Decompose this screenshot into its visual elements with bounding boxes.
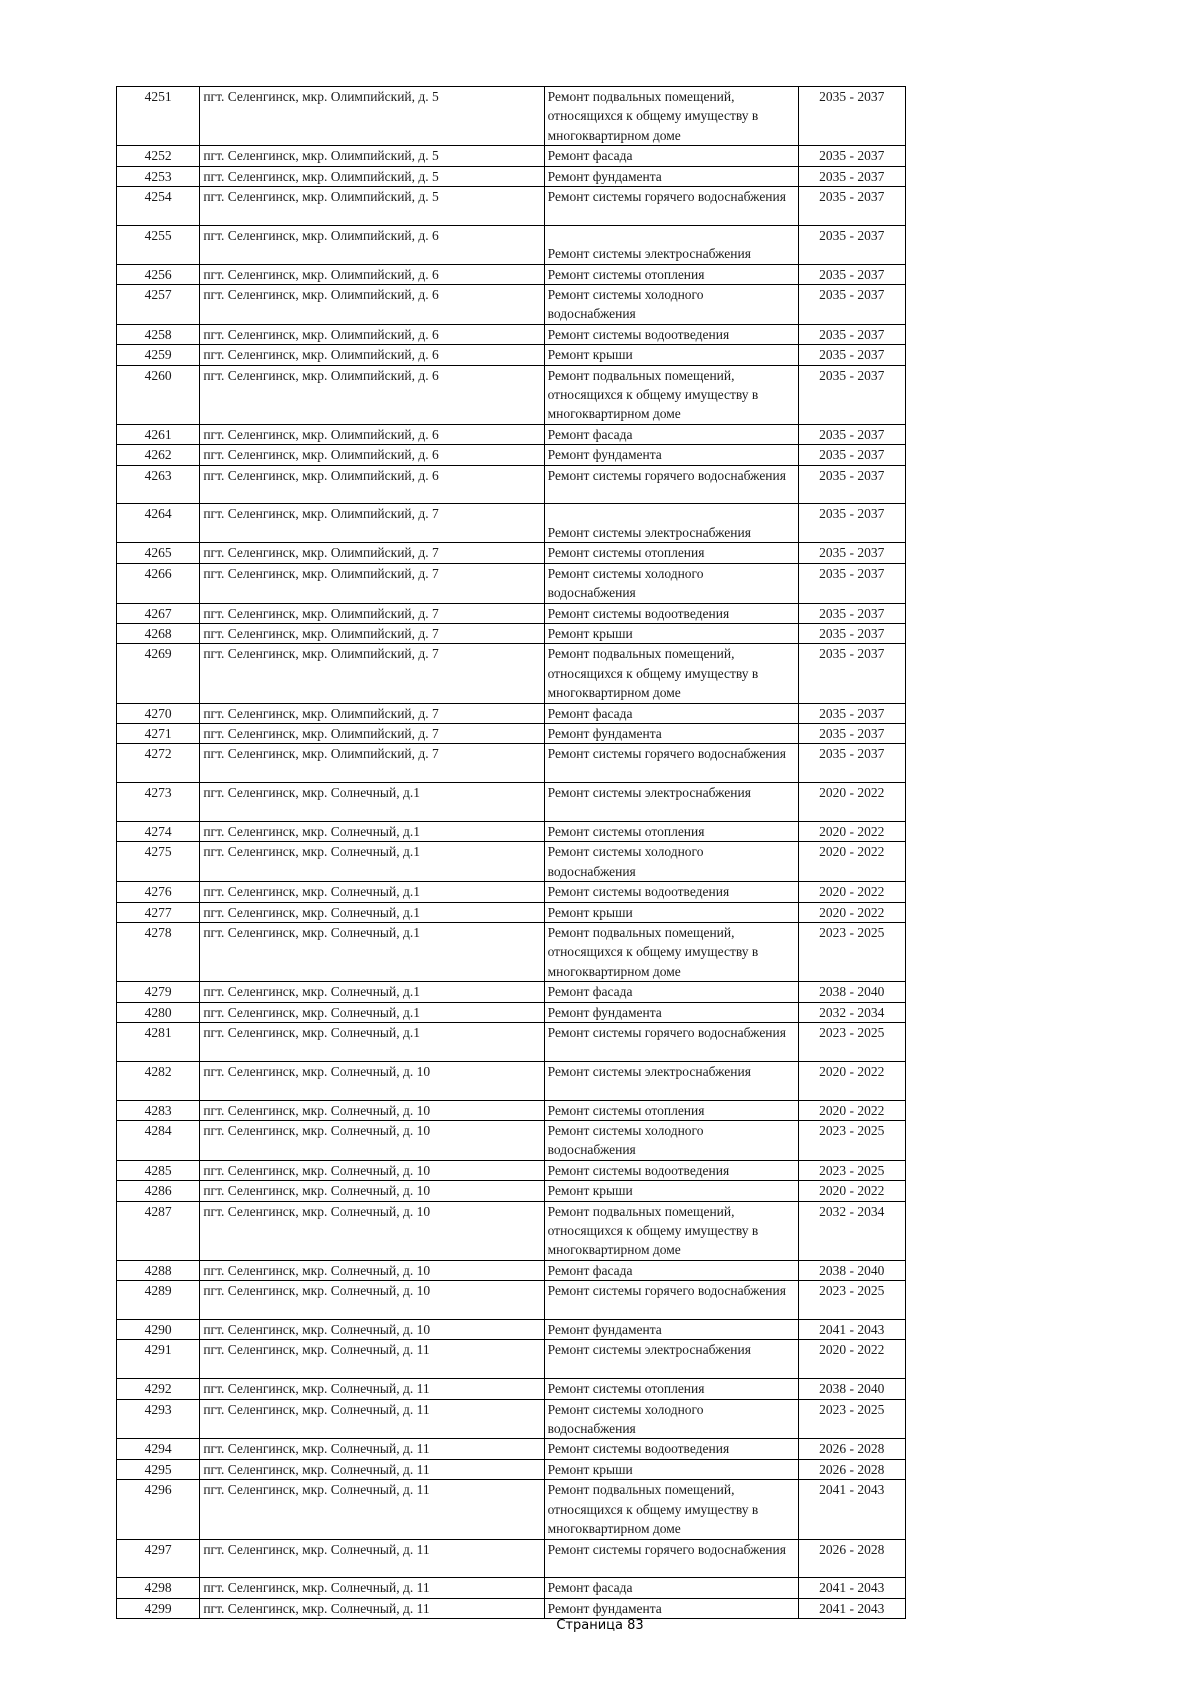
period-cell: 2041 - 2043	[798, 1320, 905, 1340]
work-type-cell: Ремонт фасада	[544, 1578, 798, 1598]
work-type-cell: Ремонт системы электроснабжения	[544, 1340, 798, 1379]
address-cell: пгт. Селенгинск, мкр. Солнечный, д. 11	[200, 1439, 544, 1459]
work-type-cell: Ремонт системы электроснабжения	[544, 504, 798, 543]
work-type-cell: Ремонт системы холодного водоснабжения	[544, 842, 798, 882]
work-type-cell: Ремонт крыши	[544, 902, 798, 922]
work-type-cell: Ремонт системы отопления	[544, 1100, 798, 1120]
address-cell: пгт. Селенгинск, мкр. Солнечный, д.1	[200, 922, 544, 981]
period-cell: 2020 - 2022	[798, 1100, 905, 1120]
address-cell: пгт. Селенгинск, мкр. Солнечный, д.1	[200, 842, 544, 882]
table-row	[117, 187, 906, 226]
work-type-cell: Ремонт фундамента	[544, 166, 798, 186]
row-number-cell: 4296	[117, 1480, 200, 1539]
table-row	[117, 465, 906, 504]
row-number-cell: 4271	[117, 723, 200, 743]
work-type-cell: Ремонт системы горячего водоснабжения	[544, 1023, 798, 1062]
period-cell: 2026 - 2028	[798, 1439, 905, 1459]
table-row	[117, 603, 906, 623]
table-body	[117, 87, 906, 1619]
period-cell: 2023 - 2025	[798, 922, 905, 981]
table-row	[117, 424, 906, 444]
work-type-cell: Ремонт подвальных помещений, относящихся к общему имуществу в многоквартирном доме	[544, 365, 798, 424]
table-row	[117, 882, 906, 902]
row-number-cell: 4251	[117, 87, 200, 146]
work-type-cell: Ремонт системы электроснабжения	[544, 225, 798, 264]
table-row	[117, 1160, 906, 1180]
period-cell: 2026 - 2028	[798, 1539, 905, 1578]
period-cell: 2023 - 2025	[798, 1160, 905, 1180]
table-row	[117, 1439, 906, 1459]
table-row	[117, 842, 906, 882]
work-type-cell: Ремонт системы отопления	[544, 543, 798, 563]
work-type-cell: Ремонт системы горячего водоснабжения	[544, 187, 798, 226]
address-cell: пгт. Селенгинск, мкр. Солнечный, д. 10	[200, 1061, 544, 1100]
row-number-cell: 4291	[117, 1340, 200, 1379]
period-cell: 2020 - 2022	[798, 882, 905, 902]
period-cell: 2035 - 2037	[798, 623, 905, 643]
row-number-cell: 4256	[117, 264, 200, 284]
table-row	[117, 1023, 906, 1062]
work-type-cell: Ремонт фундамента	[544, 723, 798, 743]
table-row	[117, 902, 906, 922]
table-row	[117, 1379, 906, 1399]
address-cell: пгт. Селенгинск, мкр. Олимпийский, д. 6	[200, 225, 544, 264]
table-row	[117, 87, 906, 146]
period-cell: 2020 - 2022	[798, 1340, 905, 1379]
table-row	[117, 623, 906, 643]
address-cell: пгт. Селенгинск, мкр. Солнечный, д. 11	[200, 1578, 544, 1598]
table-row	[117, 146, 906, 166]
period-cell: 2041 - 2043	[798, 1480, 905, 1539]
period-cell: 2020 - 2022	[798, 1061, 905, 1100]
row-number-cell: 4266	[117, 563, 200, 603]
period-cell: 2041 - 2043	[798, 1598, 905, 1618]
work-type-cell: Ремонт системы водоотведения	[544, 603, 798, 623]
period-cell: 2035 - 2037	[798, 87, 905, 146]
row-number-cell: 4254	[117, 187, 200, 226]
address-cell: пгт. Селенгинск, мкр. Олимпийский, д. 6	[200, 465, 544, 504]
period-cell: 2035 - 2037	[798, 345, 905, 365]
table-row	[117, 1181, 906, 1201]
work-type-cell: Ремонт подвальных помещений, относящихся к общему имуществу в многоквартирном доме	[544, 644, 798, 703]
period-cell: 2035 - 2037	[798, 703, 905, 723]
row-number-cell: 4275	[117, 842, 200, 882]
address-cell: пгт. Селенгинск, мкр. Солнечный, д. 10	[200, 1320, 544, 1340]
row-number-cell: 4261	[117, 424, 200, 444]
table-row	[117, 1539, 906, 1578]
row-number-cell: 4286	[117, 1181, 200, 1201]
period-cell: 2032 - 2034	[798, 1201, 905, 1260]
address-cell: пгт. Селенгинск, мкр. Солнечный, д. 10	[200, 1260, 544, 1280]
period-cell: 2038 - 2040	[798, 1260, 905, 1280]
table-row	[117, 504, 906, 543]
period-cell: 2035 - 2037	[798, 285, 905, 325]
row-number-cell: 4290	[117, 1320, 200, 1340]
period-cell: 2035 - 2037	[798, 225, 905, 264]
address-cell: пгт. Селенгинск, мкр. Солнечный, д. 11	[200, 1539, 544, 1578]
work-type-cell: Ремонт фасада	[544, 424, 798, 444]
address-cell: пгт. Селенгинск, мкр. Солнечный, д. 11	[200, 1399, 544, 1439]
row-number-cell: 4289	[117, 1281, 200, 1320]
work-type-cell: Ремонт подвальных помещений, относящихся к общему имуществу в многоквартирном доме	[544, 1201, 798, 1260]
work-type-cell: Ремонт системы отопления	[544, 821, 798, 841]
work-type-cell: Ремонт системы водоотведения	[544, 1439, 798, 1459]
address-cell: пгт. Селенгинск, мкр. Олимпийский, д. 7	[200, 644, 544, 703]
row-number-cell: 4278	[117, 922, 200, 981]
row-number-cell: 4262	[117, 445, 200, 465]
row-number-cell: 4273	[117, 783, 200, 822]
row-number-cell: 4269	[117, 644, 200, 703]
table-row	[117, 1121, 906, 1161]
row-number-cell: 4270	[117, 703, 200, 723]
address-cell: пгт. Селенгинск, мкр. Олимпийский, д. 6	[200, 264, 544, 284]
row-number-cell: 4265	[117, 543, 200, 563]
table-row	[117, 1061, 906, 1100]
address-cell: пгт. Селенгинск, мкр. Солнечный, д.1	[200, 882, 544, 902]
address-cell: пгт. Селенгинск, мкр. Олимпийский, д. 6	[200, 345, 544, 365]
table-row	[117, 644, 906, 703]
address-cell: пгт. Селенгинск, мкр. Солнечный, д. 11	[200, 1379, 544, 1399]
address-cell: пгт. Селенгинск, мкр. Олимпийский, д. 6	[200, 365, 544, 424]
period-cell: 2023 - 2025	[798, 1121, 905, 1161]
row-number-cell: 4257	[117, 285, 200, 325]
work-type-cell: Ремонт подвальных помещений, относящихся к общему имуществу в многоквартирном доме	[544, 87, 798, 146]
address-cell: пгт. Селенгинск, мкр. Олимпийский, д. 5	[200, 146, 544, 166]
period-cell: 2035 - 2037	[798, 187, 905, 226]
period-cell: 2035 - 2037	[798, 563, 905, 603]
row-number-cell: 4281	[117, 1023, 200, 1062]
row-number-cell: 4260	[117, 365, 200, 424]
table-row	[117, 1281, 906, 1320]
row-number-cell: 4255	[117, 225, 200, 264]
address-cell: пгт. Селенгинск, мкр. Олимпийский, д. 5	[200, 187, 544, 226]
table-row	[117, 922, 906, 981]
address-cell: пгт. Селенгинск, мкр. Олимпийский, д. 7	[200, 603, 544, 623]
address-cell: пгт. Селенгинск, мкр. Солнечный, д. 11	[200, 1598, 544, 1618]
row-number-cell: 4258	[117, 324, 200, 344]
work-type-cell: Ремонт системы водоотведения	[544, 882, 798, 902]
work-type-cell: Ремонт системы отопления	[544, 264, 798, 284]
period-cell: 2038 - 2040	[798, 982, 905, 1002]
row-number-cell: 4259	[117, 345, 200, 365]
address-cell: пгт. Селенгинск, мкр. Солнечный, д. 10	[200, 1181, 544, 1201]
table-row	[117, 1598, 906, 1618]
row-number-cell: 4274	[117, 821, 200, 841]
work-type-cell: Ремонт фундамента	[544, 445, 798, 465]
period-cell: 2035 - 2037	[798, 146, 905, 166]
table-row	[117, 345, 906, 365]
table-row	[117, 324, 906, 344]
work-type-cell: Ремонт системы электроснабжения	[544, 1061, 798, 1100]
address-cell: пгт. Селенгинск, мкр. Солнечный, д.1	[200, 821, 544, 841]
period-cell: 2026 - 2028	[798, 1459, 905, 1479]
work-type-cell: Ремонт фундамента	[544, 1598, 798, 1618]
period-cell: 2020 - 2022	[798, 783, 905, 822]
row-number-cell: 4285	[117, 1160, 200, 1180]
work-type-cell: Ремонт крыши	[544, 623, 798, 643]
work-type-cell: Ремонт фасада	[544, 982, 798, 1002]
address-cell: пгт. Селенгинск, мкр. Солнечный, д.1	[200, 1023, 544, 1062]
address-cell: пгт. Селенгинск, мкр. Олимпийский, д. 7	[200, 504, 544, 543]
address-cell: пгт. Селенгинск, мкр. Олимпийский, д. 7	[200, 623, 544, 643]
period-cell: 2041 - 2043	[798, 1578, 905, 1598]
table-row	[117, 225, 906, 264]
period-cell: 2032 - 2034	[798, 1002, 905, 1022]
work-type-cell: Ремонт фасада	[544, 703, 798, 723]
work-type-cell: Ремонт системы холодного водоснабжения	[544, 285, 798, 325]
table-row	[117, 821, 906, 841]
table-row	[117, 264, 906, 284]
address-cell: пгт. Селенгинск, мкр. Олимпийский, д. 7	[200, 744, 544, 783]
work-type-cell: Ремонт системы горячего водоснабжения	[544, 744, 798, 783]
table-row	[117, 1002, 906, 1022]
row-number-cell: 4284	[117, 1121, 200, 1161]
period-cell: 2038 - 2040	[798, 1379, 905, 1399]
work-type-cell: Ремонт системы отопления	[544, 1379, 798, 1399]
address-cell: пгт. Селенгинск, мкр. Солнечный, д. 10	[200, 1281, 544, 1320]
row-number-cell: 4280	[117, 1002, 200, 1022]
table-row	[117, 744, 906, 783]
row-number-cell: 4295	[117, 1459, 200, 1479]
period-cell: 2023 - 2025	[798, 1023, 905, 1062]
work-type-cell: Ремонт крыши	[544, 1181, 798, 1201]
period-cell: 2020 - 2022	[798, 842, 905, 882]
work-type-cell: Ремонт системы холодного водоснабжения	[544, 1399, 798, 1439]
period-cell: 2035 - 2037	[798, 504, 905, 543]
period-cell: 2035 - 2037	[798, 166, 905, 186]
period-cell: 2035 - 2037	[798, 543, 905, 563]
period-cell: 2020 - 2022	[798, 821, 905, 841]
work-type-cell: Ремонт фундамента	[544, 1002, 798, 1022]
work-type-cell: Ремонт крыши	[544, 345, 798, 365]
table-row	[117, 285, 906, 325]
row-number-cell: 4267	[117, 603, 200, 623]
row-number-cell: 4297	[117, 1539, 200, 1578]
address-cell: пгт. Селенгинск, мкр. Олимпийский, д. 7	[200, 543, 544, 563]
work-type-cell: Ремонт системы горячего водоснабжения	[544, 1281, 798, 1320]
row-number-cell: 4298	[117, 1578, 200, 1598]
work-type-cell: Ремонт системы водоотведения	[544, 1160, 798, 1180]
table-row	[117, 783, 906, 822]
period-cell: 2035 - 2037	[798, 264, 905, 284]
address-cell: пгт. Селенгинск, мкр. Олимпийский, д. 6	[200, 445, 544, 465]
address-cell: пгт. Селенгинск, мкр. Солнечный, д. 10	[200, 1100, 544, 1120]
work-type-cell: Ремонт системы горячего водоснабжения	[544, 1539, 798, 1578]
table-row	[117, 703, 906, 723]
work-type-cell: Ремонт системы электроснабжения	[544, 783, 798, 822]
table-row	[117, 563, 906, 603]
address-cell: пгт. Селенгинск, мкр. Олимпийский, д. 5	[200, 87, 544, 146]
table-row	[117, 982, 906, 1002]
row-number-cell: 4253	[117, 166, 200, 186]
address-cell: пгт. Селенгинск, мкр. Солнечный, д.1	[200, 1002, 544, 1022]
period-cell: 2035 - 2037	[798, 424, 905, 444]
table-row	[117, 1459, 906, 1479]
table-row	[117, 1480, 906, 1539]
table-row	[117, 166, 906, 186]
address-cell: пгт. Селенгинск, мкр. Олимпийский, д. 7	[200, 563, 544, 603]
work-type-cell: Ремонт системы горячего водоснабжения	[544, 465, 798, 504]
work-type-cell: Ремонт системы холодного водоснабжения	[544, 563, 798, 603]
row-number-cell: 4276	[117, 882, 200, 902]
work-type-cell: Ремонт фасада	[544, 1260, 798, 1280]
period-cell: 2035 - 2037	[798, 324, 905, 344]
row-number-cell: 4279	[117, 982, 200, 1002]
work-type-cell: Ремонт фасада	[544, 146, 798, 166]
table-row	[117, 1100, 906, 1120]
period-cell: 2035 - 2037	[798, 365, 905, 424]
address-cell: пгт. Селенгинск, мкр. Солнечный, д. 10	[200, 1160, 544, 1180]
address-cell: пгт. Селенгинск, мкр. Олимпийский, д. 7	[200, 703, 544, 723]
work-type-cell: Ремонт системы холодного водоснабжения	[544, 1121, 798, 1161]
address-cell: пгт. Селенгинск, мкр. Олимпийский, д. 7	[200, 723, 544, 743]
row-number-cell: 4272	[117, 744, 200, 783]
row-number-cell: 4263	[117, 465, 200, 504]
address-cell: пгт. Селенгинск, мкр. Олимпийский, д. 6	[200, 424, 544, 444]
address-cell: пгт. Селенгинск, мкр. Солнечный, д.1	[200, 982, 544, 1002]
table-row	[117, 1320, 906, 1340]
period-cell: 2023 - 2025	[798, 1399, 905, 1439]
work-type-cell: Ремонт подвальных помещений, относящихся к общему имуществу в многоквартирном доме	[544, 1480, 798, 1539]
row-number-cell: 4277	[117, 902, 200, 922]
table-row	[117, 1578, 906, 1598]
table-row	[117, 1399, 906, 1439]
address-cell: пгт. Селенгинск, мкр. Солнечный, д.1	[200, 783, 544, 822]
address-cell: пгт. Селенгинск, мкр. Солнечный, д. 10	[200, 1121, 544, 1161]
address-cell: пгт. Селенгинск, мкр. Олимпийский, д. 6	[200, 285, 544, 325]
period-cell: 2020 - 2022	[798, 1181, 905, 1201]
period-cell: 2035 - 2037	[798, 744, 905, 783]
address-cell: пгт. Селенгинск, мкр. Солнечный, д. 10	[200, 1201, 544, 1260]
row-number-cell: 4282	[117, 1061, 200, 1100]
page-number: Страница 83	[556, 1618, 644, 1633]
address-cell: пгт. Селенгинск, мкр. Солнечный, д.1	[200, 902, 544, 922]
period-cell: 2035 - 2037	[798, 644, 905, 703]
table-row	[117, 543, 906, 563]
period-cell: 2035 - 2037	[798, 603, 905, 623]
table-row	[117, 445, 906, 465]
row-number-cell: 4264	[117, 504, 200, 543]
row-number-cell: 4293	[117, 1399, 200, 1439]
address-cell: пгт. Селенгинск, мкр. Олимпийский, д. 5	[200, 166, 544, 186]
address-cell: пгт. Селенгинск, мкр. Солнечный, д. 11	[200, 1480, 544, 1539]
row-number-cell: 4283	[117, 1100, 200, 1120]
row-number-cell: 4288	[117, 1260, 200, 1280]
row-number-cell: 4287	[117, 1201, 200, 1260]
repair-schedule-sheet	[116, 86, 906, 1619]
table-row	[117, 365, 906, 424]
table-row	[117, 723, 906, 743]
period-cell: 2035 - 2037	[798, 445, 905, 465]
table-row	[117, 1201, 906, 1260]
row-number-cell: 4292	[117, 1379, 200, 1399]
row-number-cell: 4299	[117, 1598, 200, 1618]
address-cell: пгт. Селенгинск, мкр. Солнечный, д. 11	[200, 1340, 544, 1379]
table-row	[117, 1260, 906, 1280]
repair-schedule-table	[116, 86, 906, 1619]
work-type-cell: Ремонт системы водоотведения	[544, 324, 798, 344]
work-type-cell: Ремонт крыши	[544, 1459, 798, 1479]
work-type-cell: Ремонт подвальных помещений, относящихся к общему имуществу в многоквартирном доме	[544, 922, 798, 981]
row-number-cell: 4294	[117, 1439, 200, 1459]
period-cell: 2035 - 2037	[798, 465, 905, 504]
address-cell: пгт. Селенгинск, мкр. Солнечный, д. 11	[200, 1459, 544, 1479]
table-row	[117, 1340, 906, 1379]
period-cell: 2020 - 2022	[798, 902, 905, 922]
row-number-cell: 4268	[117, 623, 200, 643]
address-cell: пгт. Селенгинск, мкр. Олимпийский, д. 6	[200, 324, 544, 344]
work-type-cell: Ремонт фундамента	[544, 1320, 798, 1340]
period-cell: 2035 - 2037	[798, 723, 905, 743]
row-number-cell: 4252	[117, 146, 200, 166]
period-cell: 2023 - 2025	[798, 1281, 905, 1320]
